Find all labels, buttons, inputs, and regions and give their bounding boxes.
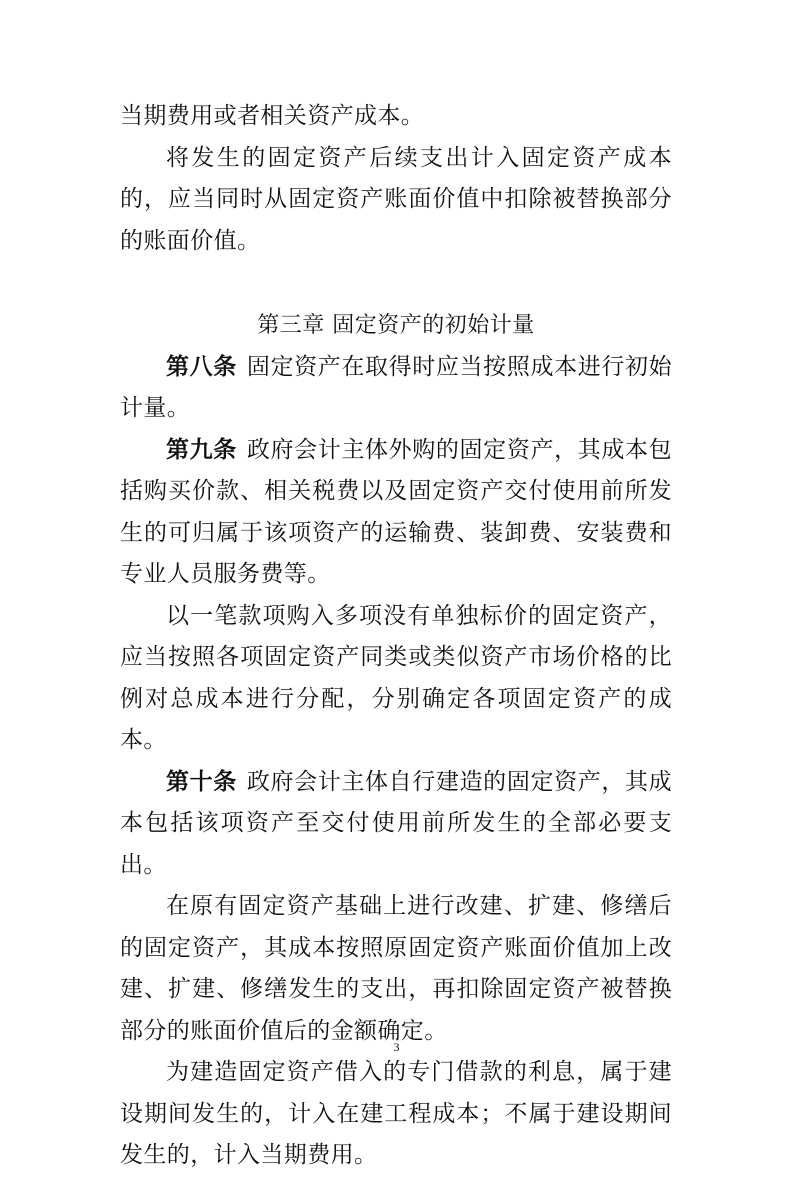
article-10-paragraph-2: 在原有固定资产基础上进行改建、扩建、修缮后的固定资产，其成本按照原固定资产账面价值加上改建、扩建、修缮发生的支出，再扣除固定资产被替换部分的账面价值后的金额确定。 bbox=[120, 893, 672, 1044]
article-8 bbox=[120, 347, 672, 430]
article-9-label: 第九条 bbox=[166, 436, 237, 463]
chapter-title: 第三章 固定资产的初始计量 bbox=[257, 313, 535, 338]
article-8-label: 第八条 bbox=[166, 353, 237, 380]
article-10-paragraph-3: 为建造固定资产借入的专门借款的利息，属于建设期间发生的，计入在建工程成本；不属于建设期间发生的，计入当期费用。 bbox=[120, 1059, 672, 1168]
article-10 bbox=[120, 762, 672, 887]
article-9-text: 政府会计主体外购的固定资产，其成本包括购买价款、相关税费以及固定资产交付使用前所发生的可归属于该项资产的运输费、装卸费、安装费和专业人员服务费等。 bbox=[120, 436, 672, 587]
body-text bbox=[120, 96, 672, 1177]
article-9-paragraph-2: 以一笔款项购入多项没有单独标价的固定资产，应当按照各项固定资产同类或类似资产市场价格的比例对总成本进行分配，分别确定各项固定资产的成本。 bbox=[120, 602, 672, 753]
paragraph-continued: 当期费用或者相关资产成本。 bbox=[120, 103, 425, 129]
article-10-text: 政府会计主体自行建造的固定资产，其成本包括该项资产至交付使用前所发生的全部必要支出。 bbox=[120, 768, 672, 878]
section-spacer bbox=[120, 262, 672, 305]
page-number: 3 bbox=[393, 1040, 400, 1054]
article-10-label: 第十条 bbox=[166, 768, 237, 795]
article-9 bbox=[120, 430, 672, 596]
paragraph-subsequent-expenditure: 将发生的固定资产后续支出计入固定资产成本的，应当同时从固定资产账面价值中扣除被替换部分的账面价值。 bbox=[120, 144, 672, 254]
article-8-text: 固定资产在取得时应当按照成本进行初始计量。 bbox=[120, 353, 672, 421]
